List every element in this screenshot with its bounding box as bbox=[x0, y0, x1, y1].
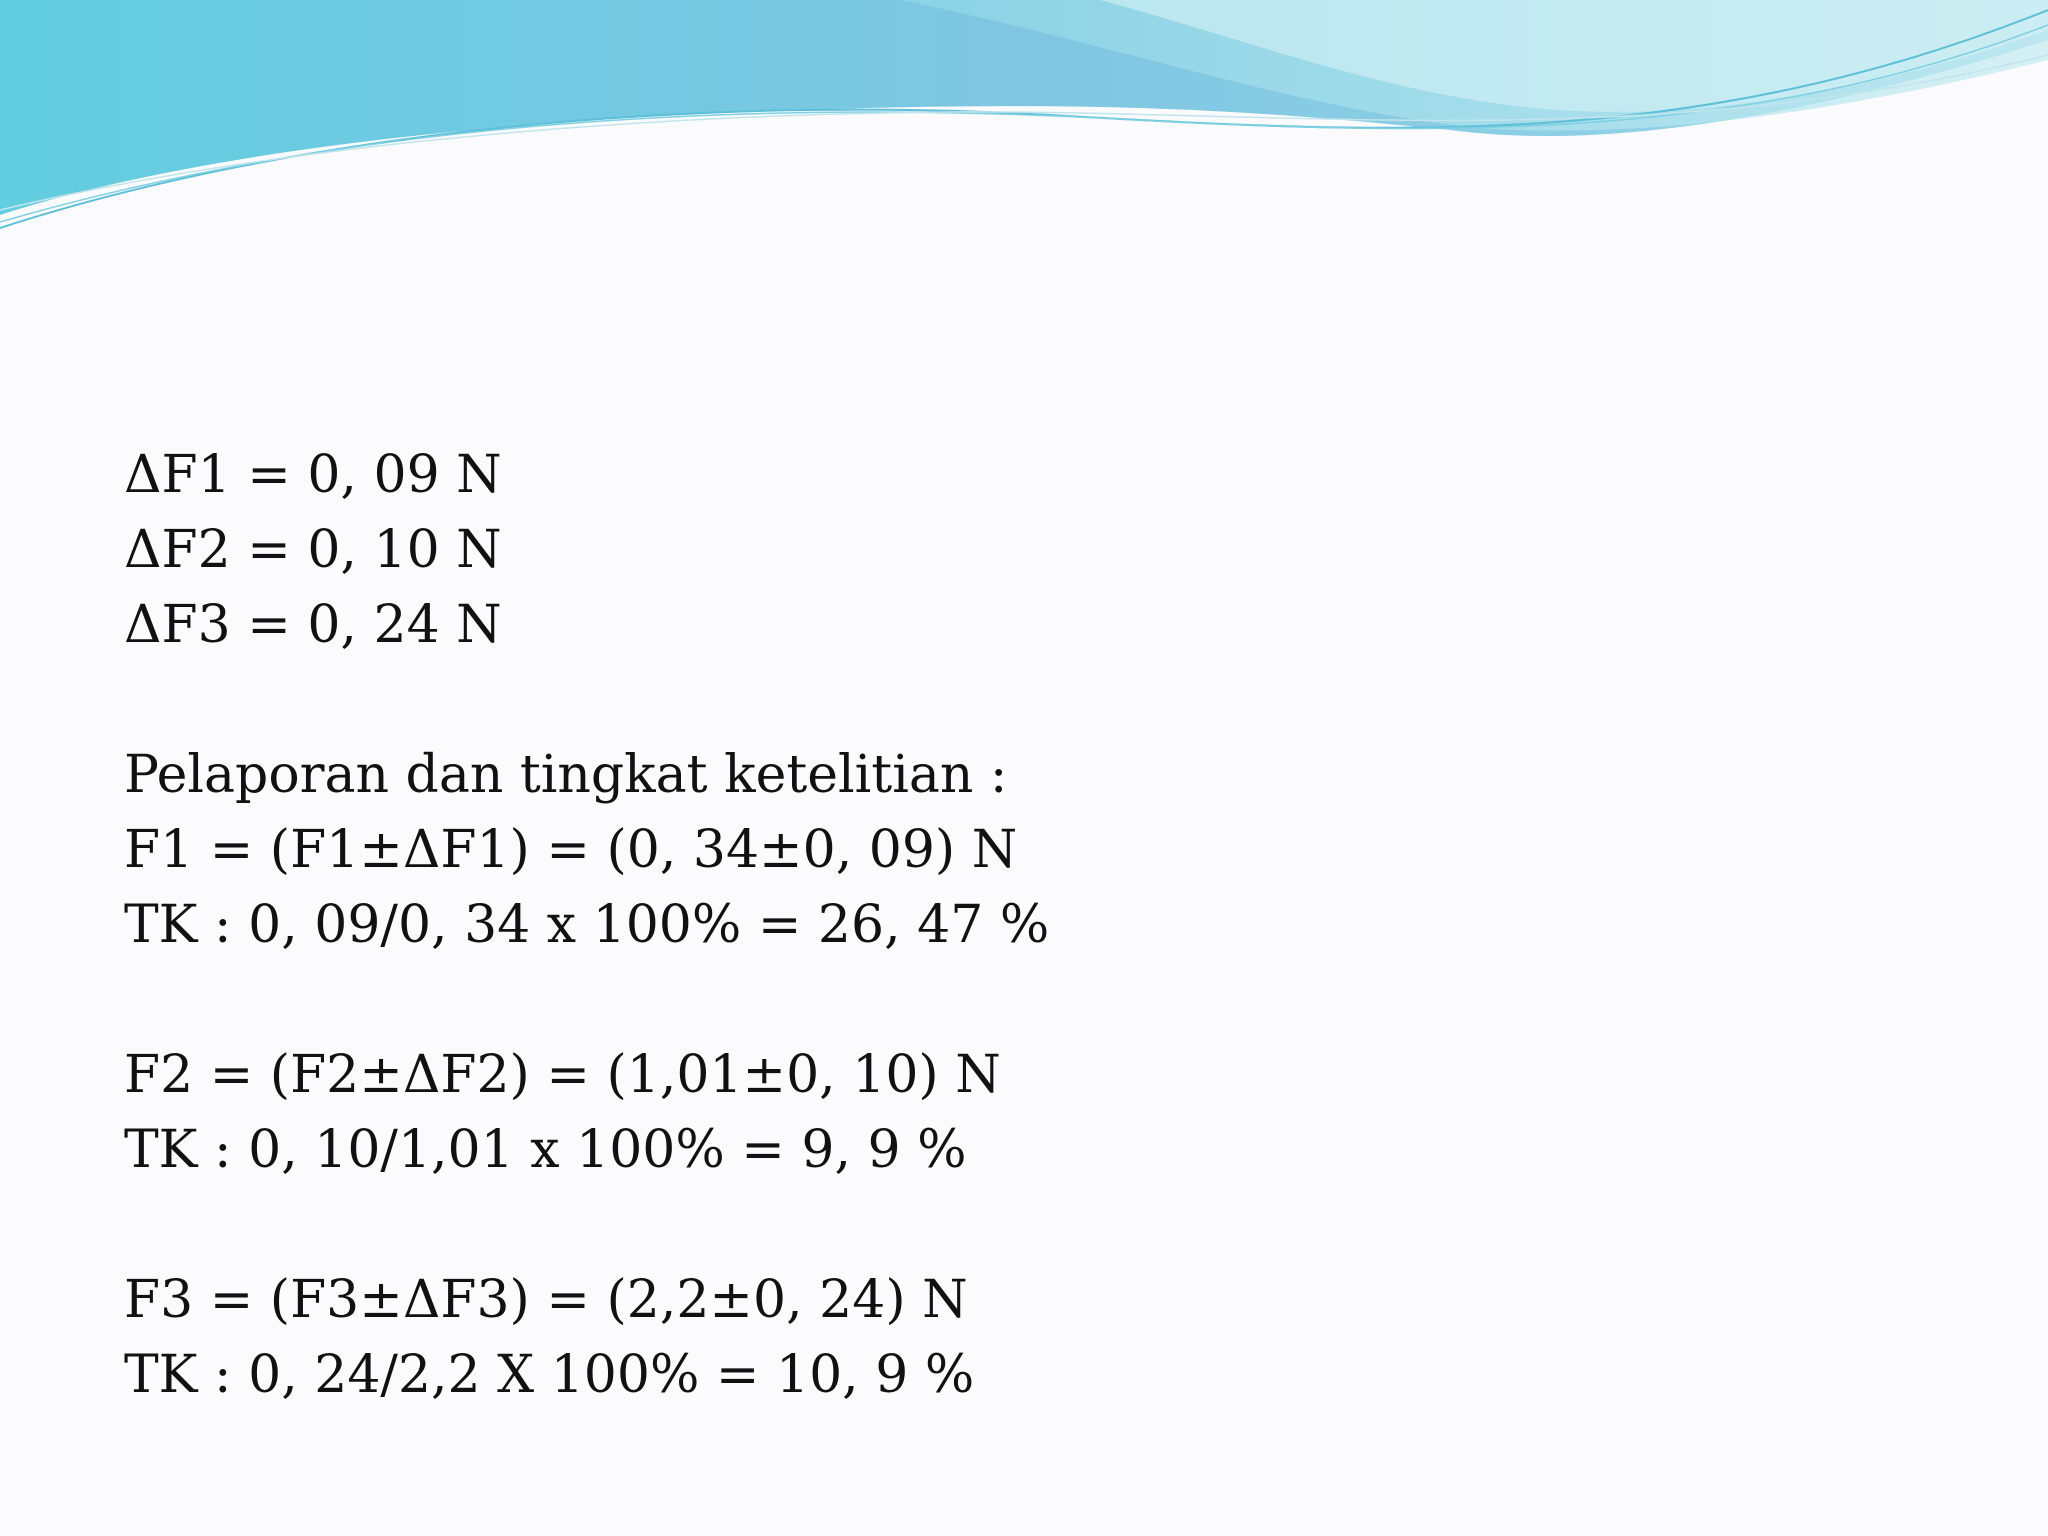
f2-report-line: F2 = (F2±ΔF2) = (1,01±0, 10) N bbox=[124, 1045, 1001, 1105]
spacer bbox=[124, 1188, 1924, 1263]
f3-tk-line: TK : 0, 24/2,2 X 100% = 10, 9 % bbox=[124, 1345, 975, 1405]
delta-f3-line: ΔF3 = 0, 24 N bbox=[124, 595, 502, 655]
f1-tk-line: TK : 0, 09/0, 34 x 100% = 26, 47 % bbox=[124, 895, 1050, 955]
f2-tk-line: TK : 0, 10/1,01 x 100% = 9, 9 % bbox=[124, 1120, 967, 1180]
spacer bbox=[124, 963, 1924, 1038]
reporting-heading: Pelaporan dan tingkat ketelitian : bbox=[124, 745, 1008, 805]
delta-f2-line: ΔF2 = 0, 10 N bbox=[124, 520, 502, 580]
slide-body bbox=[124, 438, 1924, 1413]
header-wave-decoration bbox=[0, 0, 2048, 240]
delta-f1-line: ΔF1 = 0, 09 N bbox=[124, 445, 502, 505]
f1-report-line: F1 = (F1±ΔF1) = (0, 34±0, 09) N bbox=[124, 820, 1018, 880]
spacer bbox=[124, 663, 1924, 738]
f3-report-line: F3 = (F3±ΔF3) = (2,2±0, 24) N bbox=[124, 1270, 968, 1330]
